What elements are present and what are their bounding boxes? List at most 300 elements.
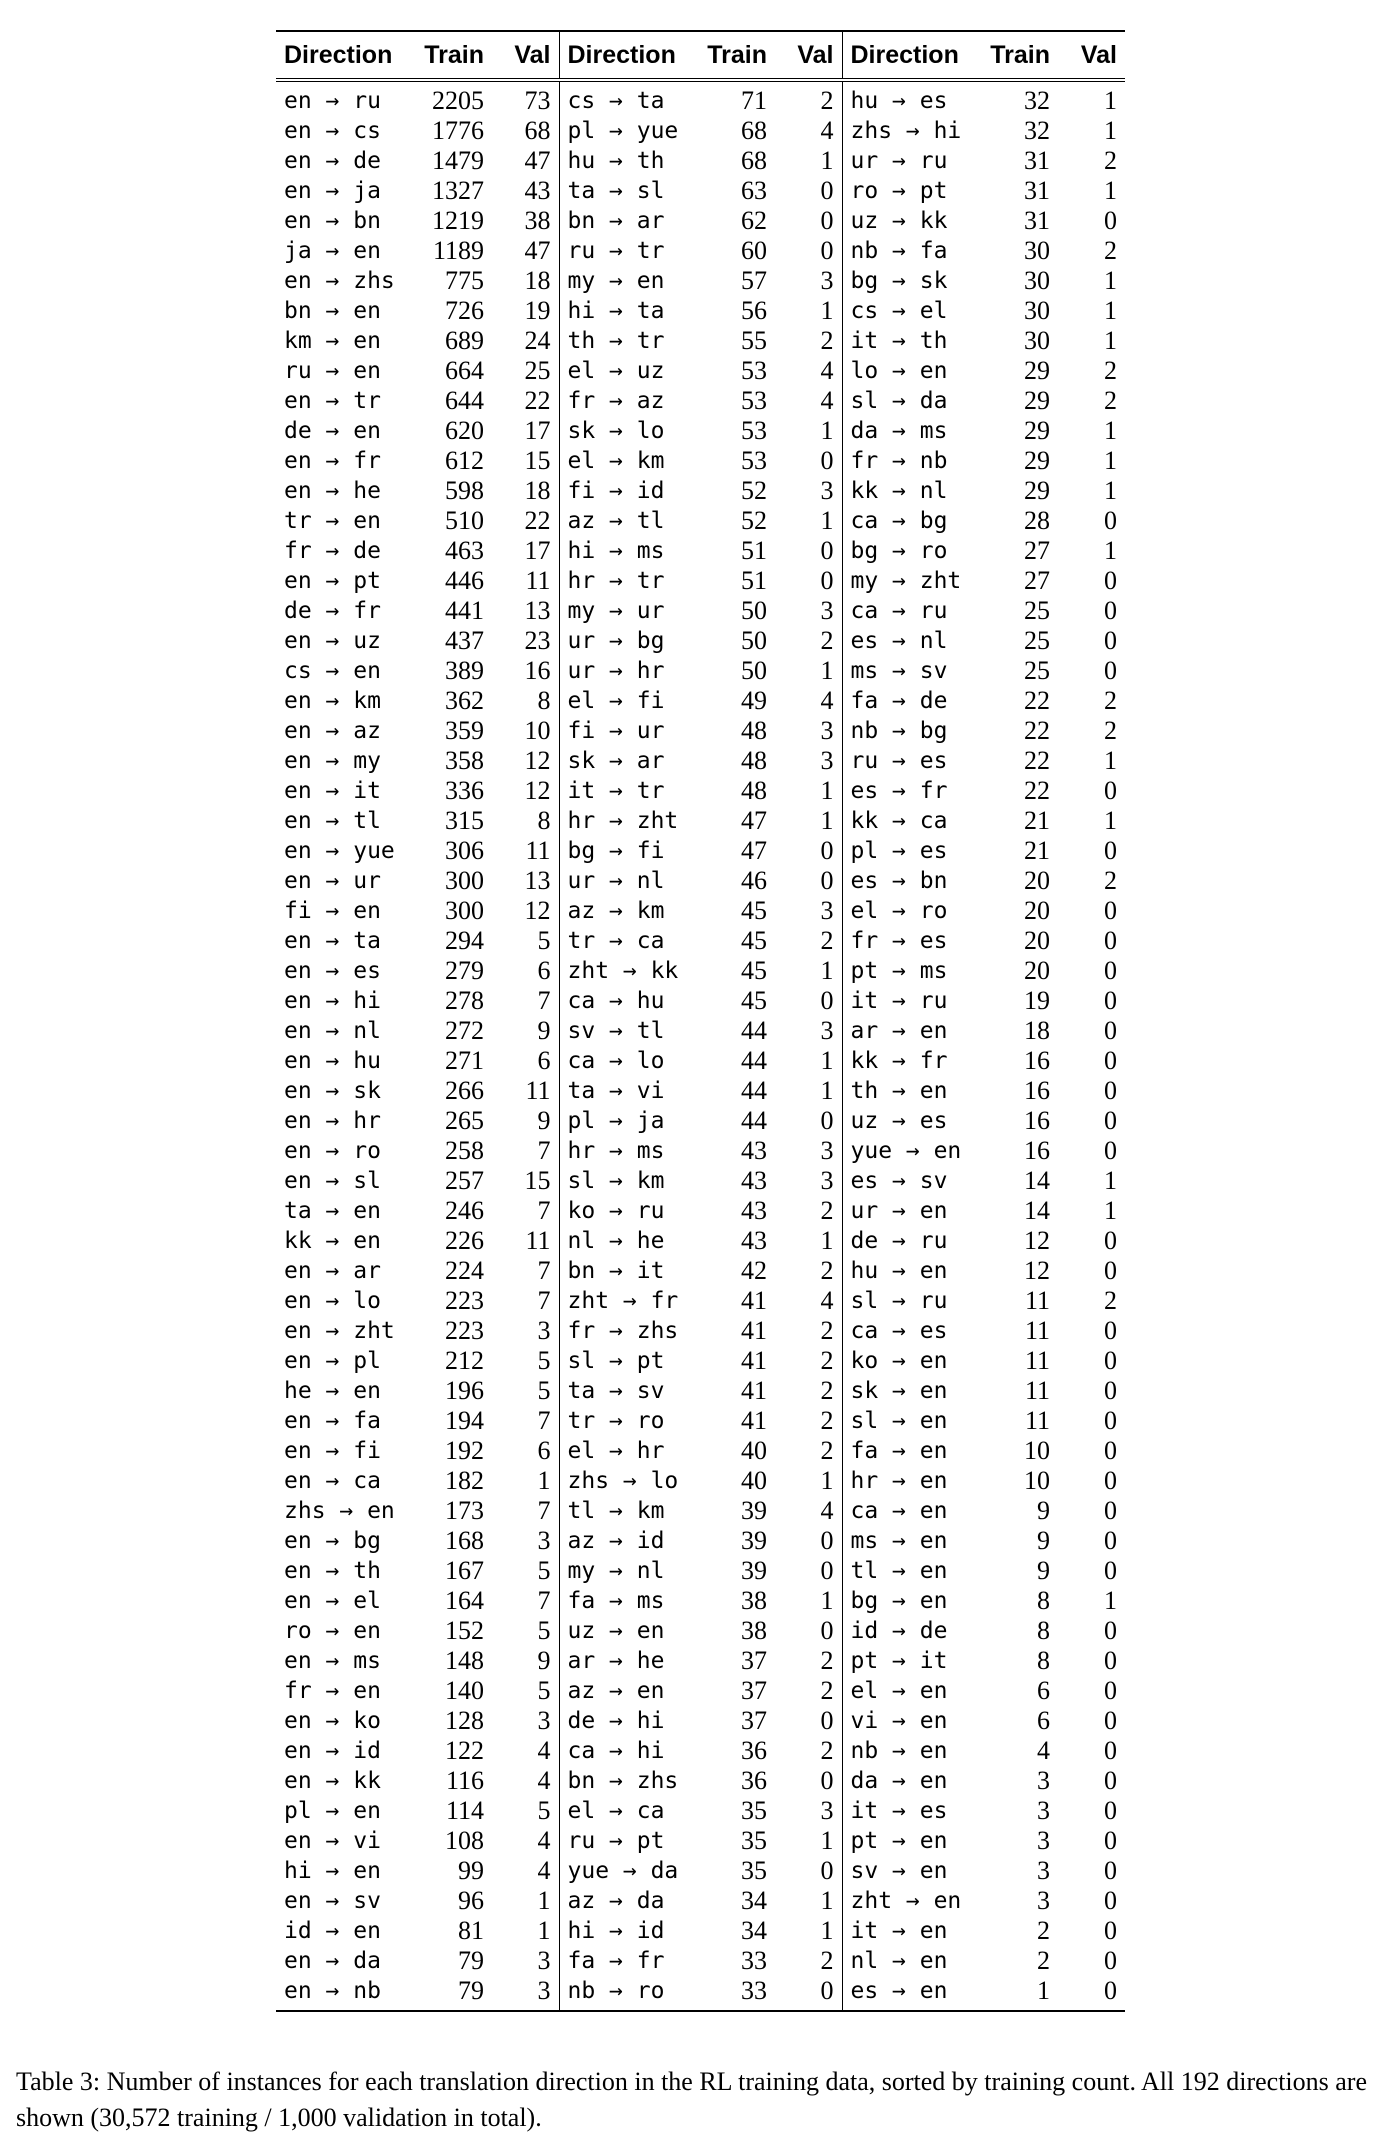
train-count-cell: 62 <box>741 206 767 235</box>
direction-cell: fr → zhs <box>567 1318 679 1344</box>
train-count-cell: 56 <box>741 296 767 325</box>
val-count-cell: 1 <box>775 1076 842 1106</box>
train-count-cell: 182 <box>445 1466 484 1495</box>
table-row <box>276 416 1125 446</box>
direction-cell: ms → en <box>850 1528 948 1554</box>
direction-cell: pt → en <box>850 1828 948 1854</box>
direction-cell: vi → en <box>850 1708 948 1734</box>
table-row <box>276 146 1125 176</box>
val-count-cell: 0 <box>1104 1496 1117 1525</box>
val-count-cell: 2 <box>1104 236 1117 265</box>
train-count-cell: 45 <box>741 926 767 955</box>
val-count-cell: 3 <box>775 1136 842 1166</box>
val-count-cell: 4 <box>492 1736 559 1766</box>
direction-cell: el → hr <box>567 1438 665 1464</box>
val-count-cell: 2 <box>775 326 842 356</box>
train-count-cell: 60 <box>741 236 767 265</box>
table-row <box>276 1826 1125 1856</box>
val-count-cell: 1 <box>1104 1166 1117 1195</box>
val-count-cell: 9 <box>492 1106 559 1136</box>
header-train-1: Train <box>424 40 484 69</box>
direction-cell: el → fi <box>567 688 665 714</box>
direction-cell: ca → hi <box>567 1738 665 1764</box>
train-count-cell: 116 <box>445 1766 484 1795</box>
train-count-cell: 44 <box>741 1106 767 1135</box>
val-count-cell: 5 <box>492 1556 559 1586</box>
train-count-cell: 44 <box>741 1046 767 1075</box>
table-row <box>276 1616 1125 1646</box>
direction-cell: ur → en <box>850 1198 948 1224</box>
train-count-cell: 8 <box>1037 1586 1050 1615</box>
val-count-cell: 23 <box>492 626 559 656</box>
direction-cell: es → nl <box>850 628 948 654</box>
direction-cell: en → tr <box>284 388 381 414</box>
val-count-cell: 1 <box>1104 476 1117 505</box>
direction-cell: pl → yue <box>567 118 679 144</box>
direction-cell: ur → hr <box>567 658 665 684</box>
train-count-cell: 265 <box>445 1106 484 1135</box>
direction-cell: nb → ro <box>567 1978 665 2004</box>
train-count-cell: 4 <box>1037 1736 1050 1765</box>
direction-cell: ca → es <box>850 1318 948 1344</box>
val-count-cell: 13 <box>492 596 559 626</box>
table-row <box>276 1916 1125 1946</box>
direction-cell: es → sv <box>850 1168 948 1194</box>
table-row <box>276 656 1125 686</box>
direction-cell: en → uz <box>284 628 381 654</box>
train-count-cell: 39 <box>741 1526 767 1555</box>
train-count-cell: 437 <box>445 626 484 655</box>
direction-cell: ro → pt <box>850 178 948 204</box>
val-count-cell: 3 <box>775 1796 842 1826</box>
val-count-cell: 11 <box>492 566 559 596</box>
val-count-cell: 1 <box>775 806 842 836</box>
train-count-cell: 12 <box>1024 1256 1050 1285</box>
val-count-cell: 0 <box>775 236 842 266</box>
val-count-cell: 1 <box>775 1046 842 1076</box>
direction-cell: zht → fr <box>567 1288 679 1314</box>
train-count-cell: 37 <box>741 1676 767 1705</box>
train-count-cell: 362 <box>445 686 484 715</box>
table-row <box>276 506 1125 536</box>
direction-cell: ru → pt <box>567 1828 665 1854</box>
train-count-cell: 294 <box>445 926 484 955</box>
direction-cell: en → ar <box>284 1258 381 1284</box>
val-count-cell: 0 <box>1104 1676 1117 1705</box>
val-count-cell: 19 <box>492 296 559 326</box>
train-count-cell: 42 <box>741 1256 767 1285</box>
train-count-cell: 114 <box>445 1796 484 1825</box>
train-count-cell: 10 <box>1024 1436 1050 1465</box>
direction-cell: en → bg <box>284 1528 381 1554</box>
val-count-cell: 0 <box>1104 1916 1117 1945</box>
train-count-cell: 11 <box>1024 1286 1050 1315</box>
direction-cell: id → en <box>284 1918 381 1944</box>
train-count-cell: 57 <box>741 266 767 295</box>
direction-cell: id → de <box>850 1618 948 1644</box>
val-count-cell: 0 <box>1104 1856 1117 1885</box>
train-count-cell: 30 <box>1024 296 1050 325</box>
train-count-cell: 20 <box>1024 926 1050 955</box>
direction-cell: fa → fr <box>567 1948 665 1974</box>
train-count-cell: 39 <box>741 1556 767 1585</box>
train-count-cell: 46 <box>741 866 767 895</box>
val-count-cell: 7 <box>492 1406 559 1436</box>
direction-cell: sl → ru <box>850 1288 948 1314</box>
direction-cell: bg → fi <box>567 838 665 864</box>
train-count-cell: 22 <box>1024 716 1050 745</box>
direction-cell: nb → en <box>850 1738 948 1764</box>
direction-cell: en → pt <box>284 568 381 594</box>
table-row <box>276 80 1125 116</box>
direction-cell: da → ms <box>850 418 948 444</box>
table-row <box>276 1166 1125 1196</box>
val-count-cell: 0 <box>1104 506 1117 535</box>
direction-cell: de → en <box>284 418 381 444</box>
val-count-cell: 1 <box>775 776 842 806</box>
val-count-cell: 2 <box>1104 686 1117 715</box>
direction-cell: ta → sl <box>567 178 665 204</box>
train-count-cell: 1479 <box>432 146 484 175</box>
direction-cell: hr → en <box>850 1468 948 1494</box>
direction-cell: sk → en <box>850 1378 948 1404</box>
val-count-cell: 2 <box>1104 386 1117 415</box>
direction-cell: ur → ru <box>850 148 948 174</box>
train-count-cell: 20 <box>1024 956 1050 985</box>
val-count-cell: 3 <box>492 1706 559 1736</box>
train-count-cell: 44 <box>741 1076 767 1105</box>
val-count-cell: 12 <box>492 746 559 776</box>
val-count-cell: 1 <box>775 1886 842 1916</box>
direction-cell: sl → pt <box>567 1348 665 1374</box>
direction-cell: fi → id <box>567 478 665 504</box>
direction-cell: da → en <box>850 1768 948 1794</box>
train-count-cell: 40 <box>741 1466 767 1495</box>
val-count-cell: 43 <box>492 176 559 206</box>
direction-cell: my → ur <box>567 598 665 624</box>
val-count-cell: 7 <box>492 1286 559 1316</box>
direction-cell: fr → nb <box>850 448 948 474</box>
train-count-cell: 29 <box>1024 416 1050 445</box>
direction-cell: en → th <box>284 1558 381 1584</box>
train-count-cell: 620 <box>445 416 484 445</box>
direction-cell: en → ta <box>284 928 381 954</box>
direction-cell: bn → en <box>284 298 381 324</box>
direction-cell: en → sk <box>284 1078 381 1104</box>
train-count-cell: 6 <box>1037 1706 1050 1735</box>
train-count-cell: 122 <box>445 1736 484 1765</box>
val-count-cell: 3 <box>775 1166 842 1196</box>
val-count-cell: 0 <box>1104 896 1117 925</box>
direction-cell: bn → zhs <box>567 1768 679 1794</box>
direction-cell: es → fr <box>850 778 948 804</box>
train-count-cell: 271 <box>445 1046 484 1075</box>
val-count-cell: 0 <box>1104 566 1117 595</box>
val-count-cell: 5 <box>492 1796 559 1826</box>
direction-cell: en → ms <box>284 1648 381 1674</box>
direction-cell: tl → en <box>850 1558 948 1584</box>
val-count-cell: 0 <box>1104 1616 1117 1645</box>
train-count-cell: 27 <box>1024 566 1050 595</box>
val-count-cell: 2 <box>775 1646 842 1676</box>
table-row <box>276 1256 1125 1286</box>
val-count-cell: 1 <box>1104 536 1117 565</box>
table-row <box>276 1106 1125 1136</box>
train-count-cell: 510 <box>445 506 484 535</box>
table-row <box>276 1376 1125 1406</box>
table-row <box>276 236 1125 266</box>
train-count-cell: 14 <box>1024 1166 1050 1195</box>
table-row <box>276 476 1125 506</box>
train-count-cell: 48 <box>741 776 767 805</box>
val-count-cell: 2 <box>1104 356 1117 385</box>
val-count-cell: 0 <box>1104 1436 1117 1465</box>
train-count-cell: 9 <box>1037 1556 1050 1585</box>
val-count-cell: 11 <box>492 1226 559 1256</box>
train-count-cell: 19 <box>1024 986 1050 1015</box>
train-count-cell: 71 <box>741 86 767 115</box>
val-count-cell: 1 <box>1104 446 1117 475</box>
train-count-cell: 2 <box>1037 1946 1050 1975</box>
val-count-cell: 0 <box>1104 206 1117 235</box>
table-row <box>276 1136 1125 1166</box>
train-count-cell: 300 <box>445 896 484 925</box>
val-count-cell: 5 <box>492 1346 559 1376</box>
direction-cell: az → da <box>567 1888 665 1914</box>
train-count-cell: 194 <box>445 1406 484 1435</box>
val-count-cell: 1 <box>1104 746 1117 775</box>
table-row <box>276 446 1125 476</box>
val-count-cell: 0 <box>1104 986 1117 1015</box>
train-count-cell: 52 <box>741 476 767 505</box>
val-count-cell: 0 <box>1104 1946 1117 1975</box>
train-count-cell: 36 <box>741 1766 767 1795</box>
train-count-cell: 45 <box>741 956 767 985</box>
direction-cell: th → en <box>850 1078 948 1104</box>
train-count-cell: 11 <box>1024 1316 1050 1345</box>
table-row <box>276 1646 1125 1676</box>
train-count-cell: 463 <box>445 536 484 565</box>
val-count-cell: 0 <box>1104 1766 1117 1795</box>
train-count-cell: 1 <box>1037 1976 1050 2005</box>
direction-cell: it → es <box>850 1798 948 1824</box>
direction-cell: sk → ar <box>567 748 665 774</box>
direction-cell: sk → lo <box>567 418 665 444</box>
train-count-cell: 358 <box>445 746 484 775</box>
train-count-cell: 48 <box>741 716 767 745</box>
val-count-cell: 9 <box>492 1646 559 1676</box>
val-count-cell: 0 <box>1104 926 1117 955</box>
val-count-cell: 11 <box>492 836 559 866</box>
val-count-cell: 11 <box>492 1076 559 1106</box>
table-row <box>276 1796 1125 1826</box>
direction-cell: ko → en <box>850 1348 948 1374</box>
table-row <box>276 986 1125 1016</box>
direction-cell: sl → da <box>850 388 948 414</box>
direction-cell: my → zht <box>850 568 962 594</box>
val-count-cell: 0 <box>775 566 842 596</box>
direction-cell: el → ca <box>567 1798 665 1824</box>
val-count-cell: 2 <box>775 1376 842 1406</box>
translation-directions-table <box>276 30 1125 2012</box>
direction-cell: ta → sv <box>567 1378 665 1404</box>
train-count-cell: 14 <box>1024 1196 1050 1225</box>
direction-cell: en → ro <box>284 1138 381 1164</box>
direction-cell: hu → th <box>567 148 665 174</box>
val-count-cell: 0 <box>1104 1076 1117 1105</box>
direction-cell: cs → en <box>284 658 381 684</box>
direction-cell: en → my <box>284 748 381 774</box>
train-count-cell: 53 <box>741 446 767 475</box>
direction-cell: uz → es <box>850 1108 948 1134</box>
train-count-cell: 16 <box>1024 1106 1050 1135</box>
val-count-cell: 24 <box>492 326 559 356</box>
train-count-cell: 266 <box>445 1076 484 1105</box>
train-count-cell: 3 <box>1037 1886 1050 1915</box>
direction-cell: nb → fa <box>850 238 948 264</box>
table-row <box>276 896 1125 926</box>
val-count-cell: 1 <box>775 1826 842 1856</box>
val-count-cell: 4 <box>775 356 842 386</box>
direction-cell: it → th <box>850 328 948 354</box>
train-count-cell: 79 <box>458 1946 484 1975</box>
val-count-cell: 0 <box>775 1706 842 1736</box>
table-row <box>276 296 1125 326</box>
direction-cell: hr → ms <box>567 1138 665 1164</box>
train-count-cell: 30 <box>1024 266 1050 295</box>
train-count-cell: 9 <box>1037 1526 1050 1555</box>
train-count-cell: 38 <box>741 1586 767 1615</box>
val-count-cell: 0 <box>1104 1826 1117 1855</box>
direction-cell: en → hr <box>284 1108 381 1134</box>
val-count-cell: 18 <box>492 476 559 506</box>
val-count-cell: 4 <box>775 116 842 146</box>
train-count-cell: 35 <box>741 1856 767 1885</box>
direction-cell: tr → ro <box>567 1408 665 1434</box>
direction-cell: ar → en <box>850 1018 948 1044</box>
table-row <box>276 1076 1125 1106</box>
val-count-cell: 3 <box>775 1016 842 1046</box>
train-count-cell: 3 <box>1037 1826 1050 1855</box>
direction-cell: es → bn <box>850 868 948 894</box>
train-count-cell: 44 <box>741 1016 767 1045</box>
val-count-cell: 1 <box>775 506 842 536</box>
val-count-cell: 47 <box>492 146 559 176</box>
direction-cell: kk → nl <box>850 478 948 504</box>
train-count-cell: 40 <box>741 1436 767 1465</box>
train-count-cell: 12 <box>1024 1226 1050 1255</box>
table-row <box>276 566 1125 596</box>
direction-cell: zhs → en <box>284 1498 395 1524</box>
direction-cell: en → sv <box>284 1888 381 1914</box>
val-count-cell: 7 <box>492 1496 559 1526</box>
direction-cell: nb → bg <box>850 718 948 744</box>
val-count-cell: 17 <box>492 416 559 446</box>
direction-cell: bg → sk <box>850 268 948 294</box>
val-count-cell: 1 <box>775 146 842 176</box>
val-count-cell: 7 <box>492 1136 559 1166</box>
val-count-cell: 0 <box>1104 1556 1117 1585</box>
val-count-cell: 0 <box>1104 1736 1117 1765</box>
direction-cell: kk → fr <box>850 1048 948 1074</box>
train-count-cell: 446 <box>445 566 484 595</box>
table-row <box>276 536 1125 566</box>
table-row <box>276 1706 1125 1736</box>
direction-cell: my → en <box>567 268 665 294</box>
direction-cell: el → km <box>567 448 665 474</box>
val-count-cell: 1 <box>1104 326 1117 355</box>
direction-cell: yue → da <box>567 1858 679 1884</box>
val-count-cell: 0 <box>1104 1796 1117 1825</box>
direction-cell: bn → ar <box>567 208 665 234</box>
direction-cell: el → en <box>850 1678 948 1704</box>
val-count-cell: 0 <box>1104 1136 1117 1165</box>
table-row <box>276 266 1125 296</box>
val-count-cell: 1 <box>775 416 842 446</box>
train-count-cell: 196 <box>445 1376 484 1405</box>
train-count-cell: 315 <box>445 806 484 835</box>
train-count-cell: 27 <box>1024 536 1050 565</box>
train-count-cell: 43 <box>741 1226 767 1255</box>
val-count-cell: 3 <box>492 1526 559 1556</box>
train-count-cell: 224 <box>445 1256 484 1285</box>
direction-cell: ru → en <box>284 358 381 384</box>
val-count-cell: 5 <box>492 1676 559 1706</box>
val-count-cell: 4 <box>492 1826 559 1856</box>
direction-cell: hi → id <box>567 1918 665 1944</box>
train-count-cell: 258 <box>445 1136 484 1165</box>
train-count-cell: 8 <box>1037 1646 1050 1675</box>
val-count-cell: 0 <box>775 536 842 566</box>
val-count-cell: 0 <box>775 1856 842 1886</box>
table-row <box>276 116 1125 146</box>
table-row <box>276 716 1125 746</box>
val-count-cell: 0 <box>775 1616 842 1646</box>
val-count-cell: 2 <box>775 1946 842 1976</box>
train-count-cell: 33 <box>741 1946 767 1975</box>
train-count-cell: 775 <box>445 266 484 295</box>
val-count-cell: 1 <box>1104 116 1117 145</box>
val-count-cell: 1 <box>1104 1586 1117 1615</box>
train-count-cell: 441 <box>445 596 484 625</box>
direction-cell: ca → lo <box>567 1048 665 1074</box>
direction-cell: fr → az <box>567 388 665 414</box>
direction-cell: en → ca <box>284 1468 381 1494</box>
direction-cell: zhs → hi <box>850 118 962 144</box>
table-row <box>276 806 1125 836</box>
val-count-cell: 0 <box>1104 1706 1117 1735</box>
direction-cell: hi → ms <box>567 538 665 564</box>
val-count-cell: 1 <box>1104 806 1117 835</box>
train-count-cell: 29 <box>1024 476 1050 505</box>
val-count-cell: 1 <box>492 1916 559 1946</box>
table-row <box>276 1976 1125 2011</box>
direction-cell: en → fi <box>284 1438 381 1464</box>
direction-cell: hi → en <box>284 1858 381 1884</box>
train-count-cell: 22 <box>1024 746 1050 775</box>
train-count-cell: 37 <box>741 1646 767 1675</box>
direction-cell: fa → en <box>850 1438 948 1464</box>
train-count-cell: 644 <box>445 386 484 415</box>
table-row <box>276 626 1125 656</box>
train-count-cell: 41 <box>741 1316 767 1345</box>
train-count-cell: 41 <box>741 1286 767 1315</box>
train-count-cell: 300 <box>445 866 484 895</box>
header-train-3: Train <box>990 40 1050 69</box>
val-count-cell: 0 <box>775 836 842 866</box>
header-val-2: Val <box>775 31 842 80</box>
val-count-cell: 1 <box>775 656 842 686</box>
